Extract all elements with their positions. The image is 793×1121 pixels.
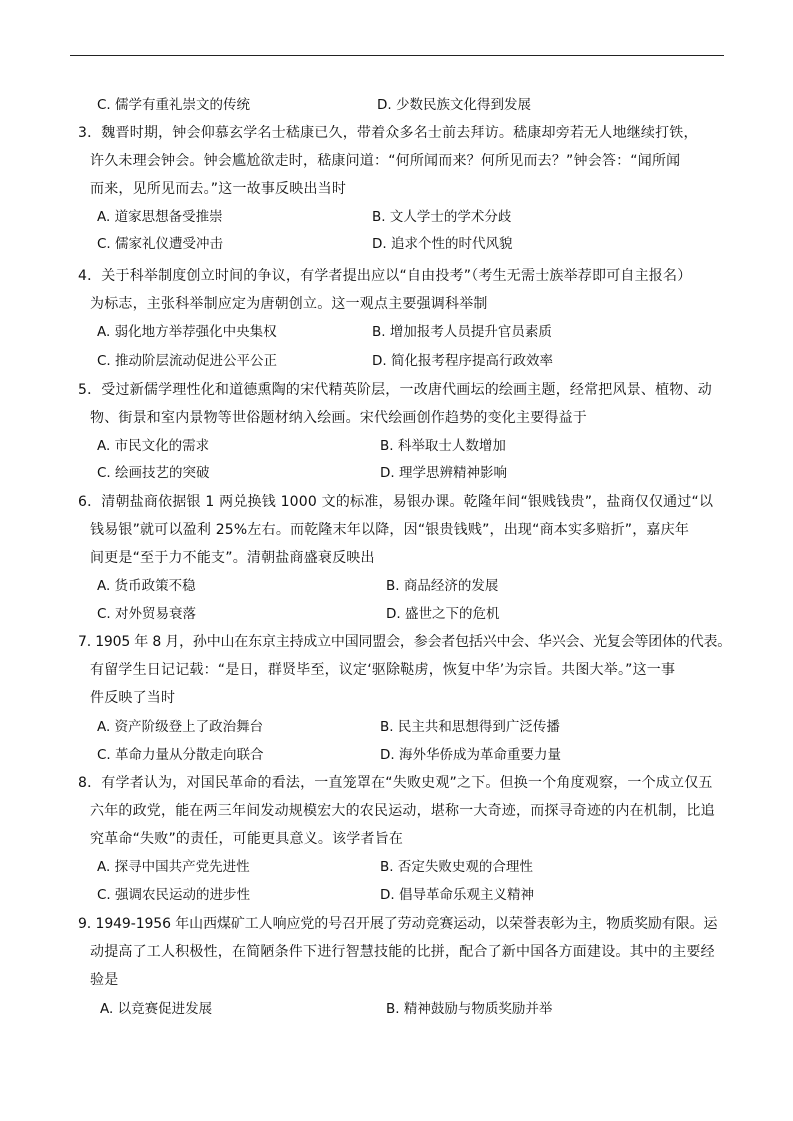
q3-option-d: D. 追求个性的时代风貌 xyxy=(372,236,513,252)
q8-option-a: A. 探寻中国共产党先进性 xyxy=(97,859,250,875)
q6-option-a: A. 货币政策不稳 xyxy=(97,578,196,594)
q2-option-d: D. 少数民族文化得到发展 xyxy=(377,97,531,113)
q8-option-b: B. 否定失败史观的合理性 xyxy=(380,859,533,875)
q7-option-c: C. 革命力量从分散走向联合 xyxy=(97,747,264,763)
q6-stem-line-1: 6．清朝盐商依据银 1 两兑换钱 1000 文的标准，易银办课。乾隆年间“银贱钱贵”，盐商仅仅通过“以 xyxy=(78,494,714,510)
q9-stem-line-2: 动提高了工人积极性，在简陋条件下进行智慧技能的比拼，配合了新中国各方面建设。其中的主要经 xyxy=(90,944,715,960)
q4-option-c: C. 推动阶层流动促进公平公正 xyxy=(97,353,278,369)
q9-stem-line-3: 验是 xyxy=(90,972,119,988)
q4-option-d: D. 简化报考程序提高行政效率 xyxy=(372,353,553,369)
q5-option-c: C. 绘画技艺的突破 xyxy=(97,465,210,481)
q8-stem-line-3: 究革命“失败”的责任，可能更具意义。该学者旨在 xyxy=(90,831,404,847)
q7-option-b: B. 民主共和思想得到广泛传播 xyxy=(380,719,560,735)
q7-stem-line-2: 有留学生日记记载：“是日，群贤毕至，议定‘驱除鞑虏，恢复中华’为宗旨。共图大举。”这一事 xyxy=(90,662,676,678)
q7-stem-line-3: 件反映了当时 xyxy=(90,690,176,706)
q6-stem-line-2: 钱易银”就可以盈利 25%左右。而乾隆末年以降，因“银贵钱贱”，出现“商本实多赔折”，嘉庆年 xyxy=(90,522,690,538)
q3-option-b: B. 文人学士的学术分歧 xyxy=(372,209,512,225)
q4-stem-line-1: 4．关于科举制度创立时间的争议，有学者提出应以“自由投考”（考生无需士族举荐即可自主报名） xyxy=(78,268,692,284)
q3-stem-line-3: 而来，见所见而去。”这一故事反映出当时 xyxy=(90,181,347,197)
q8-stem-line-1: 8．有学者认为，对国民革命的看法，一直笼罩在“失败史观”之下。但换一个角度观察，一个成立仅五 xyxy=(78,775,713,791)
q3-option-c: C. 儒家礼仪遭受冲击 xyxy=(97,236,224,252)
q9-option-a: A. 以竞赛促进发展 xyxy=(100,1001,213,1017)
header-rule xyxy=(70,55,724,56)
q4-stem-line-2: 为标志，主张科举制应定为唐朝创立。这一观点主要强调科举制 xyxy=(90,296,488,312)
q5-option-a: A. 市民文化的需求 xyxy=(97,438,210,454)
q8-stem-line-2: 六年的政党，能在两三年间发动规模宏大的农民运动，堪称一大奇迹，而探寻奇迹的内在机制，比追 xyxy=(90,803,715,819)
q3-stem-line-2: 许久未理会钟会。钟会尴尬欲走时，嵇康问道：“何所闻而来？何所见而去？”钟会答：“闻所闻 xyxy=(90,153,681,169)
q7-option-d: D. 海外华侨成为革命重要力量 xyxy=(380,747,561,763)
q6-option-d: D. 盛世之下的危机 xyxy=(386,606,500,622)
q4-option-a: A. 弱化地方举荐强化中央集权 xyxy=(97,324,277,340)
q6-stem-line-3: 间更是“至于力不能支”。清朝盐商盛衰反映出 xyxy=(90,550,375,566)
q5-stem-line-1: 5．受过新儒学理性化和道德熏陶的宋代精英阶层，一改唐代画坛的绘画主题，经常把风景、植物、动 xyxy=(78,382,712,398)
q4-option-b: B. 增加报考人员提升官员素质 xyxy=(372,324,552,340)
q6-option-b: B. 商品经济的发展 xyxy=(386,578,499,594)
q8-option-d: D. 倡导革命乐观主义精神 xyxy=(380,887,534,903)
q5-option-d: D. 理学思辨精神影响 xyxy=(380,465,507,481)
q5-stem-line-2: 物、街景和室内景物等世俗题材纳入绘画。宋代绘画创作趋势的变化主要得益于 xyxy=(90,410,587,426)
q3-stem-line-1: 3．魏晋时期，钟会仰慕玄学名士嵇康已久，带着众多名士前去拜访。嵇康却旁若无人地继续打铁， xyxy=(78,125,698,141)
q7-option-a: A. 资产阶级登上了政治舞台 xyxy=(97,719,264,735)
q7-stem-line-1: 7. 1905 年 8 月，孙中山在东京主持成立中国同盟会，参会者包括兴中会、华兴会、光复会等团体的代表。 xyxy=(78,634,732,650)
q9-option-b: B. 精神鼓励与物质奖励并举 xyxy=(386,1001,553,1017)
q3-option-a: A. 道家思想备受推崇 xyxy=(97,209,223,225)
q5-option-b: B. 科举取士人数增加 xyxy=(380,438,506,454)
q8-option-c: C. 强调农民运动的进步性 xyxy=(97,887,251,903)
q2-option-c: C. 儒学有重礼崇文的传统 xyxy=(97,97,251,113)
q6-option-c: C. 对外贸易衰落 xyxy=(97,606,197,622)
q9-stem-line-1: 9. 1949-1956 年山西煤矿工人响应党的号召开展了劳动竞赛运动，以荣誉表彰为主，物质奖励有限。运 xyxy=(78,916,718,932)
